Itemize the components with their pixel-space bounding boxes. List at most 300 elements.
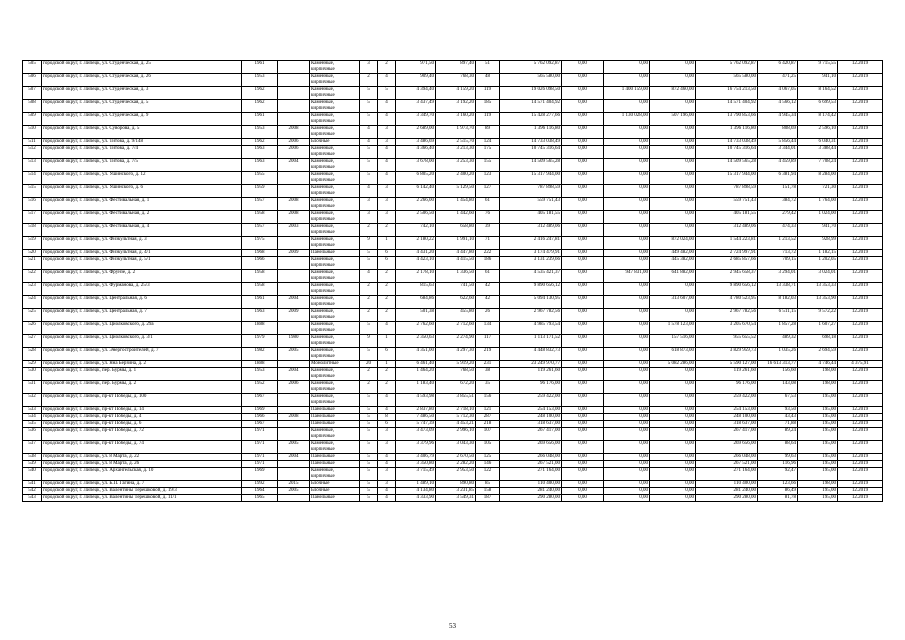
table-cell bbox=[278, 495, 310, 502]
table-cell: 1979 bbox=[242, 335, 278, 348]
table-cell: 198,00 bbox=[798, 381, 838, 394]
table-cell: 0,00 bbox=[562, 87, 604, 100]
table-cell: 516 bbox=[23, 198, 42, 211]
table-cell: 12.2019 bbox=[838, 198, 883, 211]
table-cell: 5 bbox=[360, 428, 378, 441]
table-cell: 522 bbox=[23, 270, 42, 283]
table-cell: 99,63 bbox=[758, 454, 798, 461]
table-cell: 3 855,51 bbox=[436, 394, 476, 407]
table-cell: 2 180,22 bbox=[396, 237, 436, 250]
table-cell: 4 bbox=[378, 74, 396, 87]
table-cell: 519 bbox=[23, 237, 42, 250]
table-cell: 2 515,70 bbox=[436, 139, 476, 146]
table-cell: Каменные, кирпичные bbox=[310, 61, 360, 74]
table-cell: 4 351,00 bbox=[396, 348, 436, 361]
table-cell: Каменные, кирпичные bbox=[310, 381, 360, 394]
table-cell: 1 213,52 bbox=[758, 237, 798, 250]
table-cell: 259 422,00 bbox=[696, 394, 758, 407]
table-cell: 445 382,00 bbox=[650, 257, 696, 270]
table-cell: 622,60 bbox=[436, 296, 476, 309]
table-cell: 5 bbox=[360, 146, 378, 159]
table-cell: 2 400,20 bbox=[436, 172, 476, 185]
table-cell: 0,00 bbox=[650, 414, 696, 421]
table-cell: 0,00 bbox=[604, 237, 650, 250]
table-cell: 12.2019 bbox=[838, 421, 883, 428]
table-cell: 2 416 247,81 bbox=[500, 237, 562, 250]
table-cell: 501,38 bbox=[396, 309, 436, 322]
table-cell: 0,00 bbox=[562, 428, 604, 441]
table-cell: 5 bbox=[360, 159, 378, 172]
table-row bbox=[23, 468, 883, 481]
table-cell: 290 280,00 bbox=[500, 495, 562, 502]
table-cell: 195,00 bbox=[798, 441, 838, 454]
table-cell: 6 805,20 bbox=[396, 172, 436, 185]
table-cell: 0,00 bbox=[562, 454, 604, 461]
table-cell: Каменные, кирпичные bbox=[310, 113, 360, 126]
table-cell: 384,72 bbox=[758, 198, 798, 211]
table-cell: 0,00 bbox=[650, 185, 696, 198]
table-cell: 248 100,00 bbox=[500, 414, 562, 421]
table-cell: 4 bbox=[378, 113, 396, 126]
table-cell: 1 764,00 bbox=[798, 198, 838, 211]
table-cell: 0,00 bbox=[604, 185, 650, 198]
table-cell: 2 506,50 bbox=[396, 211, 436, 224]
table-cell: городской округ, г. Липецк, ул. Фестивальная, д. 2 bbox=[42, 211, 242, 224]
table-cell: 279,42 bbox=[758, 211, 798, 224]
table-cell: 0,00 bbox=[650, 159, 696, 172]
table-cell: 12.2019 bbox=[838, 428, 883, 441]
table-cell: 5 bbox=[360, 414, 378, 421]
table-cell: 12.2019 bbox=[838, 348, 883, 361]
table-cell: 0,00 bbox=[604, 461, 650, 468]
table-cell: 119 261,60 bbox=[500, 368, 562, 381]
table-row bbox=[23, 481, 883, 488]
table-cell bbox=[278, 74, 310, 87]
table-cell: 4 566,12 bbox=[758, 100, 798, 113]
table-cell: 0,00 bbox=[562, 361, 604, 368]
table-cell: 187 bbox=[476, 495, 500, 502]
table-cell: 12.2019 bbox=[838, 172, 883, 185]
table-cell: Каменные, кирпичные bbox=[310, 100, 360, 113]
table-cell: 1963 bbox=[242, 309, 278, 322]
table-cell: 12.2019 bbox=[838, 139, 883, 146]
table-row bbox=[23, 421, 883, 428]
table-cell: 4 bbox=[378, 394, 396, 407]
table-cell: Каменные, кирпичные bbox=[310, 322, 360, 335]
table-cell: 5 762 092,87 bbox=[500, 61, 562, 74]
table-cell: городской округ, г. Липецк, ул. Валентины Терешковой, д. 11/1 bbox=[42, 495, 242, 502]
table-cell: 6 bbox=[378, 421, 396, 428]
table-cell: 1992 bbox=[242, 481, 278, 488]
table-cell: 13 353,33 bbox=[798, 283, 838, 296]
table-cell: 0,00 bbox=[562, 348, 604, 361]
table-cell: 96 176,00 bbox=[696, 381, 758, 394]
table-cell: городской округ, г. Липецк, ул. Фестивальная, д. 4 bbox=[42, 224, 242, 237]
table-cell: Каменные, кирпичные bbox=[310, 296, 360, 309]
table-cell: 2 bbox=[378, 381, 396, 394]
table-cell: 0,00 bbox=[650, 461, 696, 468]
table-cell: городской округ, г. Липецк, ул. Энергостроителей, д. 7 bbox=[42, 348, 242, 361]
table-row bbox=[23, 394, 883, 407]
table-cell: 5 747,39 bbox=[396, 421, 436, 428]
table-cell: 0,00 bbox=[604, 348, 650, 361]
table-cell: 156,60 bbox=[758, 368, 798, 381]
table-cell: 12.2019 bbox=[838, 414, 883, 421]
table-cell: 13 338,71 bbox=[758, 283, 798, 296]
table-cell: 518 bbox=[23, 224, 42, 237]
table-cell: 872 460,00 bbox=[650, 87, 696, 100]
table-row bbox=[23, 146, 883, 159]
table-cell: 6 420,87 bbox=[758, 61, 798, 74]
table-cell bbox=[278, 185, 310, 198]
table-cell: 4 bbox=[378, 407, 396, 414]
table-cell: 5 bbox=[360, 87, 378, 100]
table-cell: 123,66 bbox=[758, 481, 798, 488]
table-cell: 7 486,50 bbox=[396, 414, 436, 421]
table-cell: Каменные, кирпичные bbox=[310, 211, 360, 224]
table-cell: 658,80 bbox=[436, 224, 476, 237]
table-cell: 127 bbox=[476, 185, 500, 198]
table-row bbox=[23, 87, 883, 100]
table-cell: 107 bbox=[476, 428, 500, 441]
table-cell: 2 bbox=[378, 61, 396, 74]
table-cell: Каменные, кирпичные bbox=[310, 146, 360, 159]
table-cell: 42 bbox=[476, 283, 500, 296]
table-cell: городской округ, г. Липецк, ул. Студенческая, д. 9 bbox=[42, 113, 242, 126]
table-cell: 2 bbox=[378, 296, 396, 309]
table-cell bbox=[278, 61, 310, 74]
table-cell: 266 048,00 bbox=[500, 454, 562, 461]
table-cell: 0,00 bbox=[562, 139, 604, 146]
table-cell: 89,24 bbox=[758, 428, 798, 441]
table-cell: Блочные bbox=[310, 481, 360, 488]
table-cell: 185 bbox=[476, 100, 500, 113]
table-cell: 312 489,06 bbox=[500, 224, 562, 237]
table-cell: Блочные bbox=[310, 488, 360, 495]
table-cell: 269 656,00 bbox=[696, 441, 758, 454]
table-cell: 12.2019 bbox=[838, 74, 883, 87]
table-cell: 3 043,30 bbox=[436, 441, 476, 454]
table-cell: 0,00 bbox=[562, 61, 604, 74]
table-cell: городской округ, г. Липецк, ул. Центральная, д. 6 bbox=[42, 296, 242, 309]
table-cell bbox=[278, 270, 310, 283]
table-cell: 0,00 bbox=[604, 441, 650, 454]
table-cell: 12.2019 bbox=[838, 488, 883, 495]
table-cell: 8 284,00 bbox=[798, 172, 838, 185]
table-cell: 0,00 bbox=[562, 468, 604, 481]
table-cell: 14 509 565,28 bbox=[696, 159, 758, 172]
table-cell: 455,80 bbox=[436, 309, 476, 322]
table-cell: 10 745 316,64 bbox=[696, 146, 758, 159]
table-cell: 0,00 bbox=[604, 428, 650, 441]
table-cell: 941,10 bbox=[798, 74, 838, 87]
table-cell: 3 bbox=[360, 198, 378, 211]
table-cell: 35 bbox=[476, 381, 500, 394]
table-cell: 0,00 bbox=[562, 335, 604, 348]
table-cell: 222 bbox=[476, 250, 500, 257]
table-cell: 12.2019 bbox=[838, 381, 883, 394]
table-cell: 1 400 159,00 bbox=[604, 87, 650, 100]
table-cell: 4 394,40 bbox=[396, 87, 436, 100]
table-row bbox=[23, 488, 883, 495]
table-cell: 121 bbox=[476, 407, 500, 414]
table-cell: городской округ, г. Липецк, ул. Фестивальная, д. 1 bbox=[42, 198, 242, 211]
table-cell: 2 bbox=[360, 368, 378, 381]
table-cell: 3 829 959,73 bbox=[696, 348, 758, 361]
table-cell: 186 bbox=[476, 257, 500, 270]
table-cell: 0,00 bbox=[562, 100, 604, 113]
table-cell: 12.2019 bbox=[838, 407, 883, 414]
table-cell: 5 bbox=[360, 322, 378, 335]
table-cell: 0,00 bbox=[604, 172, 650, 185]
table-cell: 267 521,00 bbox=[500, 461, 562, 468]
table-cell: 219 bbox=[476, 348, 500, 361]
table-cell: 0,00 bbox=[604, 139, 650, 146]
table-cell: 1 396 116,80 bbox=[696, 126, 758, 139]
table-cell: 12.2019 bbox=[838, 335, 883, 348]
table-cell: 1962 bbox=[242, 100, 278, 113]
table-cell: 5 bbox=[378, 87, 396, 100]
table-row bbox=[23, 414, 883, 421]
table-cell: 0,00 bbox=[650, 100, 696, 113]
table-cell: 0,00 bbox=[562, 407, 604, 414]
table-cell: 12.2019 bbox=[838, 441, 883, 454]
table-cell: 4 985 793,54 bbox=[500, 322, 562, 335]
table-cell: 9 572,22 bbox=[798, 309, 838, 322]
table-cell: 42 bbox=[476, 296, 500, 309]
table-cell: 815,63 bbox=[396, 283, 436, 296]
table-cell: 0,00 bbox=[604, 495, 650, 502]
table-cell: 43,43 bbox=[758, 414, 798, 421]
table-cell: 515 bbox=[23, 185, 42, 198]
table-cell: 2008 bbox=[278, 126, 310, 139]
table-cell: 143,08 bbox=[758, 381, 798, 394]
table-row bbox=[23, 368, 883, 381]
table-cell: городской округ, г. Липецк, ул. Центральная, д. 7 bbox=[42, 309, 242, 322]
table-cell: 0,00 bbox=[562, 74, 604, 87]
table-cell: 12.2019 bbox=[838, 461, 883, 468]
table-cell: 1961 bbox=[242, 113, 278, 126]
table-cell: 61 bbox=[476, 270, 500, 283]
table-cell: 1 973,70 bbox=[436, 126, 476, 139]
table-cell: 1961 bbox=[242, 296, 278, 309]
table-cell: 5 129,50 bbox=[436, 185, 476, 198]
table-cell: 287 bbox=[476, 414, 500, 421]
table-cell: 195,00 bbox=[798, 468, 838, 481]
table-cell: 1 578 123,00 bbox=[650, 322, 696, 335]
table-cell: 1971 bbox=[242, 461, 278, 468]
table-cell: 3 bbox=[378, 468, 396, 481]
table-cell: Панельные bbox=[310, 461, 360, 468]
table-cell: 1 336,50 bbox=[436, 270, 476, 283]
table-cell: 1 113 171,52 bbox=[500, 335, 562, 348]
table-cell: 808,69 bbox=[758, 126, 798, 139]
table-cell: 19 026 098,50 bbox=[500, 87, 562, 100]
table-cell: 565 580,00 bbox=[696, 74, 758, 87]
table-row bbox=[23, 100, 883, 113]
table-cell: 2 bbox=[360, 381, 378, 394]
table-cell: 0,00 bbox=[604, 250, 650, 257]
table-cell: 12.2019 bbox=[838, 368, 883, 381]
table-cell: 1 607,27 bbox=[798, 322, 838, 335]
table-cell: городской округ, г. Липецк, пр-кт Победы, д. 14 bbox=[42, 407, 242, 414]
table-cell: 4 bbox=[378, 172, 396, 185]
table-cell: 1958 bbox=[242, 270, 278, 283]
table-cell: 158 bbox=[476, 488, 500, 495]
table-cell: 10 745 316,64 bbox=[500, 146, 562, 159]
table-cell: 4 453,21 bbox=[436, 421, 476, 428]
table-cell: 947 831,00 bbox=[604, 270, 650, 283]
table-cell: 3 bbox=[378, 481, 396, 488]
table-cell: 2 274,90 bbox=[436, 335, 476, 348]
table-cell: Каменные, кирпичные bbox=[310, 237, 360, 250]
table-cell: 941,70 bbox=[798, 224, 838, 237]
table-cell: 2 685 857,66 bbox=[696, 257, 758, 270]
table-cell: городской округ, г. Липецк, ул. Студенческая, д. 26 bbox=[42, 74, 242, 87]
table-cell: 0,00 bbox=[604, 381, 650, 394]
table-cell: 195,00 bbox=[798, 407, 838, 414]
table-cell: 709,15 bbox=[758, 257, 798, 270]
table-row bbox=[23, 126, 883, 139]
table-cell: 3 715,49 bbox=[396, 468, 436, 481]
table-cell: 2006 bbox=[278, 139, 310, 146]
table-cell: 741,50 bbox=[436, 283, 476, 296]
table-cell: 3 294,01 bbox=[758, 270, 798, 283]
table-cell: 4 bbox=[378, 146, 396, 159]
table-cell: 471,25 bbox=[758, 74, 798, 87]
table-row bbox=[23, 172, 883, 185]
table-cell: 0,00 bbox=[562, 394, 604, 407]
table-cell: 267 417,00 bbox=[696, 428, 758, 441]
table-cell: 2 178,10 bbox=[396, 270, 436, 283]
table-cell: городской округ, г. Липецк, ул. Фурманова, д. 25/3 bbox=[42, 283, 242, 296]
table-cell: Каменные, кирпичные bbox=[310, 87, 360, 100]
table-cell: 2 350,63 bbox=[396, 335, 436, 348]
table-cell: городской округ, г. Липецк, пр-кт Победы, д. 4 bbox=[42, 414, 242, 421]
table-cell: 1969 bbox=[242, 468, 278, 481]
table-cell: 1952 bbox=[242, 381, 278, 394]
table-cell bbox=[278, 461, 310, 468]
table-cell: 1959 bbox=[242, 185, 278, 198]
table-row bbox=[23, 257, 883, 270]
table-cell: 281 240,00 bbox=[696, 488, 758, 495]
table-cell: 4 067,05 bbox=[758, 87, 798, 100]
table-cell: 195,00 bbox=[798, 394, 838, 407]
table-cell: 3 205 670,54 bbox=[696, 322, 758, 335]
table-cell: городской округ, г. Липецк, пер. Бурмы, д. 1 bbox=[42, 368, 242, 381]
table-cell: 2 bbox=[378, 283, 396, 296]
table-cell: 12.2019 bbox=[838, 113, 883, 126]
table-cell: 4 bbox=[378, 488, 396, 495]
table-cell: городской округ, г. Липецк, ул. Студенческая, д. 25 bbox=[42, 61, 242, 74]
table-cell: 533 bbox=[23, 407, 42, 414]
table-cell: 0,00 bbox=[604, 126, 650, 139]
table-cell: 0,00 bbox=[562, 113, 604, 126]
table-cell: 3 486,69 bbox=[396, 139, 436, 146]
table-cell: 3 379,96 bbox=[396, 441, 436, 454]
table-cell: 4 375,91 bbox=[838, 361, 883, 368]
table-cell: 0,00 bbox=[562, 211, 604, 224]
table-cell: городской округ, г. Липецк, пр-кт Победы, д. 72 bbox=[42, 428, 242, 441]
table-cell: 4 535 421,37 bbox=[500, 270, 562, 283]
table-cell: 2006 bbox=[278, 146, 310, 159]
table-cell: 4 bbox=[378, 100, 396, 113]
table-cell: Каменные, кирпичные bbox=[310, 368, 360, 381]
table-cell: 3 678,00 bbox=[396, 159, 436, 172]
table-row bbox=[23, 139, 883, 146]
table-cell: 1 202,05 bbox=[798, 257, 838, 270]
table-cell: 3 bbox=[378, 211, 396, 224]
table-cell: 0,00 bbox=[562, 257, 604, 270]
table-cell: 1962 bbox=[242, 139, 278, 146]
table-cell: 89 bbox=[476, 126, 500, 139]
table-row bbox=[23, 224, 883, 237]
table-cell: 6 bbox=[378, 348, 396, 361]
table-cell: 0,00 bbox=[604, 361, 650, 368]
table-cell: 4 333,90 bbox=[396, 495, 436, 502]
table-cell: 0,00 bbox=[604, 414, 650, 421]
table-cell: 0,00 bbox=[650, 283, 696, 296]
table-cell: 1953 bbox=[242, 126, 278, 139]
table-cell: 523 bbox=[23, 283, 42, 296]
table-cell: 1 464,20 bbox=[396, 368, 436, 381]
table-cell: 530 bbox=[23, 368, 42, 381]
table-cell: 0,00 bbox=[562, 414, 604, 421]
table-cell: городской округ, г. Липецк, ул. Фрунзе, д. 2 bbox=[42, 270, 242, 283]
table-cell: 2 282,20 bbox=[436, 461, 476, 468]
table-row bbox=[23, 322, 883, 335]
table-cell: 2004 bbox=[278, 454, 310, 461]
table-cell: 4 593,98 bbox=[396, 394, 436, 407]
table-cell: 3 388,44 bbox=[798, 146, 838, 159]
table-cell: городской округ, г. Липецк, ул. 8 Марта, д. 22 bbox=[42, 454, 242, 461]
table-cell: 684,86 bbox=[396, 296, 436, 309]
table-cell bbox=[278, 172, 310, 185]
table-row bbox=[23, 428, 883, 441]
table-cell bbox=[278, 468, 310, 481]
table-cell: 9 890 656,12 bbox=[500, 283, 562, 296]
table-cell: 1961 bbox=[242, 61, 278, 74]
table-cell: 16 613 313,77 bbox=[758, 361, 798, 368]
table-cell: 2 596,10 bbox=[798, 126, 838, 139]
table-cell: 527 bbox=[23, 335, 42, 348]
table-cell: 505 bbox=[23, 61, 42, 74]
table-cell: 134 bbox=[476, 322, 500, 335]
table-cell: 510 bbox=[23, 126, 42, 139]
table-cell: 0,00 bbox=[650, 146, 696, 159]
table-cell: 0,00 bbox=[604, 488, 650, 495]
table-cell: 195,00 bbox=[798, 461, 838, 468]
table-cell: 122 bbox=[476, 468, 500, 481]
table-cell: 2 266,00 bbox=[396, 198, 436, 211]
table-cell: 123 bbox=[476, 172, 500, 185]
table-cell: Каменные, кирпичные bbox=[310, 159, 360, 172]
table-cell: 512 bbox=[23, 146, 42, 159]
table-cell: 116,96 bbox=[758, 461, 798, 468]
table-cell: 155 bbox=[476, 159, 500, 172]
table-cell: 2004 bbox=[278, 368, 310, 381]
table-cell: 787 898,59 bbox=[500, 185, 562, 198]
table-cell: 1965 bbox=[242, 495, 278, 502]
table-cell: 543 bbox=[23, 495, 42, 502]
table-cell: 0,00 bbox=[562, 126, 604, 139]
table-cell: 12.2019 bbox=[838, 481, 883, 488]
table-cell: городской округ, г. Липецк, ул. Титова, д. 7/5 bbox=[42, 159, 242, 172]
table-cell: 6 bbox=[378, 250, 396, 257]
table-cell: 5 590 127,00 bbox=[696, 361, 758, 368]
table-cell: 0,00 bbox=[604, 61, 650, 74]
table-cell: 290 280,00 bbox=[696, 495, 758, 502]
